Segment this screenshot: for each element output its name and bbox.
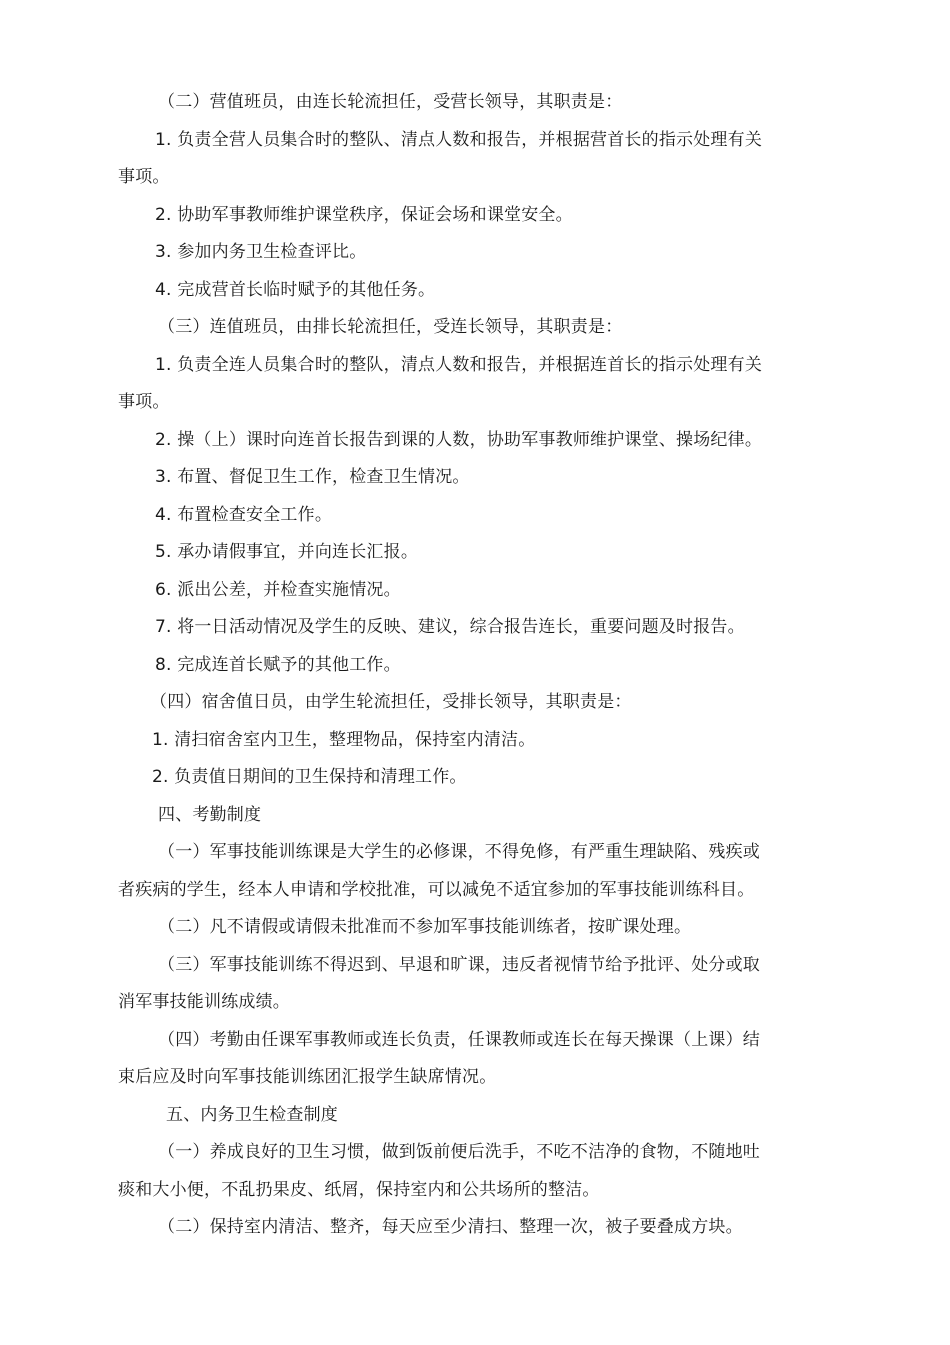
paragraph-line: 3. 参加内务卫生检查评比。 [155, 242, 367, 262]
paragraph-line: 1. 清扫宿舍室内卫生，整理物品，保持室内清洁。 [152, 730, 536, 750]
paragraph-line: （三）连值班员，由排长轮流担任，受连长领导，其职责是： [158, 317, 623, 337]
paragraph-line: 5. 承办请假事宜，并向连长汇报。 [155, 542, 419, 562]
paragraph-line: （四）宿舍值日员，由学生轮流担任，受排长领导，其职责是： [150, 692, 632, 712]
paragraph-line: 2. 协助军事教师维护课堂秩序，保证会场和课堂安全。 [155, 205, 573, 225]
paragraph-line: 1. 负责全连人员集合时的整队，清点人数和报告，并根据连首长的指示处理有关 [155, 355, 763, 375]
paragraph-line: 束后应及时向军事技能训练团汇报学生缺席情况。 [118, 1067, 497, 1087]
section-heading: 四、考勤制度 [158, 805, 262, 825]
paragraph-line: （一）军事技能训练课是大学生的必修课，不得免修，有严重生理缺陷、残疾或 [158, 842, 760, 862]
paragraph-line: 7. 将一日活动情况及学生的反映、建议，综合报告连长，重要问题及时报告。 [155, 617, 745, 637]
paragraph-line: 1. 负责全营人员集合时的整队、清点人数和报告，并根据营首长的指示处理有关 [155, 130, 763, 150]
paragraph-line: 3. 布置、督促卫生工作，检查卫生情况。 [155, 467, 470, 487]
paragraph-line: 消军事技能训练成绩。 [118, 992, 290, 1012]
paragraph-line: 2. 操（上）课时向连首长报告到课的人数，协助军事教师维护课堂、操场纪律。 [155, 430, 763, 450]
paragraph-line: 4. 布置检查安全工作。 [155, 505, 333, 525]
paragraph-line: 2. 负责值日期间的卫生保持和清理工作。 [152, 767, 467, 787]
paragraph-line: （三）军事技能训练不得迟到、早退和旷课，违反者视情节给予批评、处分或取 [158, 955, 760, 975]
paragraph-line: （一）养成良好的卫生习惯，做到饭前便后洗手，不吃不洁净的食物，不随地吐 [158, 1142, 760, 1162]
paragraph-line: （二）保持室内清洁、整齐，每天应至少清扫、整理一次，被子要叠成方块。 [158, 1217, 743, 1237]
paragraph-line: 者疾病的学生，经本人申请和学校批准，可以减免不适宜参加的军事技能训练科目。 [118, 880, 755, 900]
paragraph-line: （二）营值班员，由连长轮流担任，受营长领导，其职责是： [158, 92, 623, 112]
paragraph-line: 事项。 [118, 167, 170, 187]
paragraph-line: 事项。 [118, 392, 170, 412]
paragraph-line: 痰和大小便，不乱扔果皮、纸屑，保持室内和公共场所的整洁。 [118, 1180, 600, 1200]
paragraph-line: （四）考勤由任课军事教师或连长负责，任课教师或连长在每天操课（上课）结 [158, 1030, 760, 1050]
paragraph-line: 6. 派出公差，并检查实施情况。 [155, 580, 401, 600]
section-heading: 五、内务卫生检查制度 [166, 1105, 338, 1125]
paragraph-line: 8. 完成连首长赋予的其他工作。 [155, 655, 401, 675]
paragraph-line: （二）凡不请假或请假未批准而不参加军事技能训练者，按旷课处理。 [158, 917, 692, 937]
paragraph-line: 4. 完成营首长临时赋予的其他任务。 [155, 280, 436, 300]
